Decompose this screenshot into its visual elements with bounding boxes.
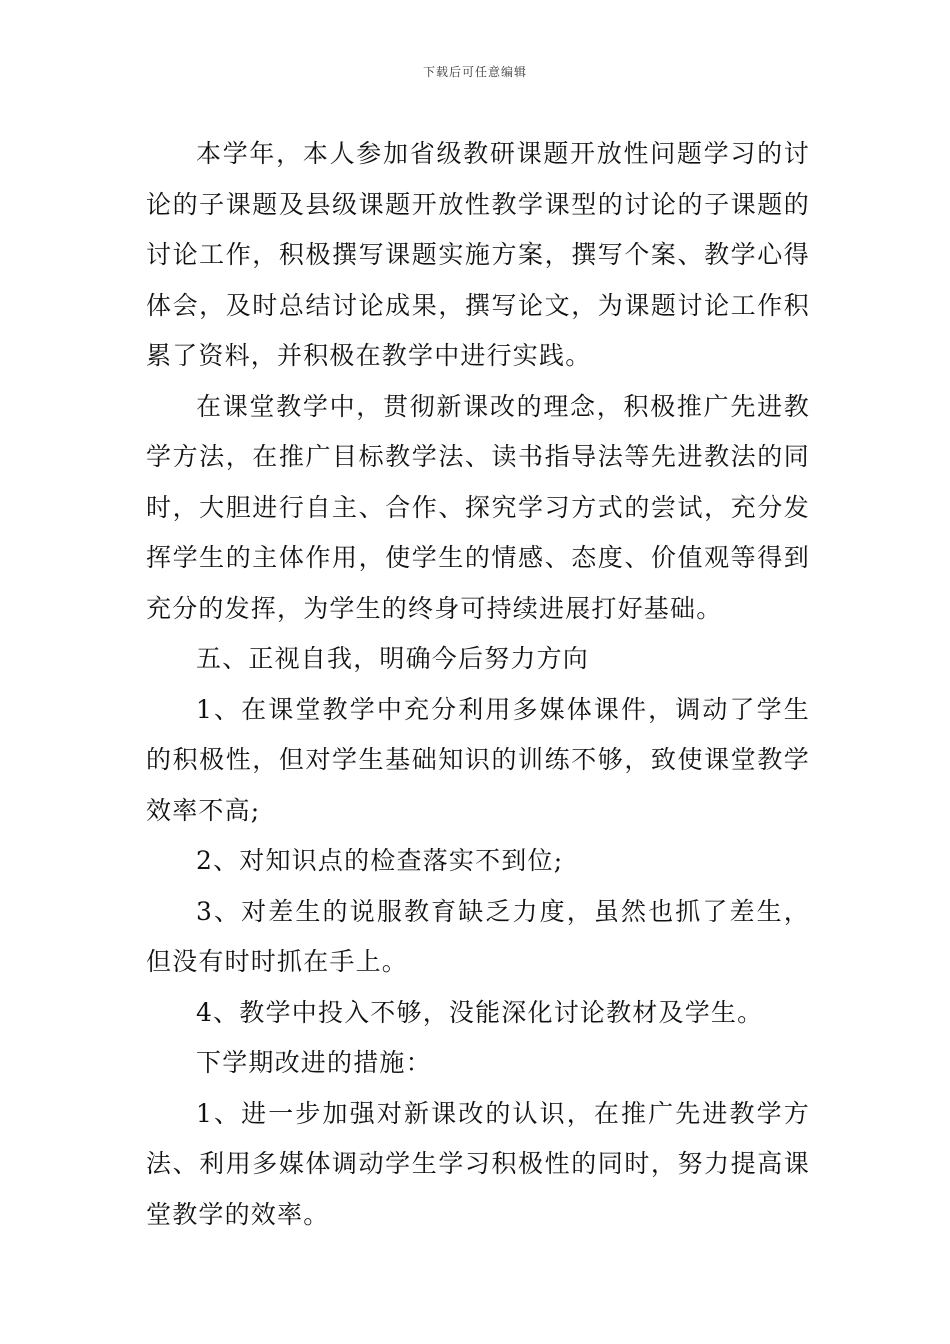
paragraph-research-work: 本学年，本人参加省级教研课题开放性问题学习的讨论的子课题及县级课题开放性教学课型的讨论的子课题的讨论工作，积极撰写课题实施方案，撰写个案、教学心得体会，及时总结讨论成果，撰写论文，为课题讨论工作积累了资料，并积极在教学中进行实践。 xyxy=(146,139,810,370)
paragraph-classroom-teaching: 在课堂教学中，贯彻新课改的理念，积极推广先进教学方法，在推广目标教学法、读书指导法等先进教法的同时，大胆进行自主、合作、探究学习方式的尝试，充分发挥学生的主体作用，使学生的情感、态度、价值观等得到充分的发挥，为学生的终身可持续进展打好基础。 xyxy=(146,391,810,623)
section-heading-self-review: 五、正视自我，明确今后努力方向 xyxy=(196,644,590,673)
page-header-note: 下载后可任意编辑 xyxy=(422,65,527,79)
list-item-shortcoming-2: 2、对知识点的检查落实不到位; xyxy=(196,846,564,875)
list-item-shortcoming-1: 1、在课堂教学中充分利用多媒体课件，调动了学生的积极性，但对学生基础知识的训练不够，致使课堂教学效率不高; xyxy=(146,694,810,825)
subheading-improvement-measures: 下学期改进的措施： xyxy=(196,1048,432,1077)
list-item-shortcoming-3: 3、对差生的说服教育缺乏力度，虽然也抓了差生，但没有时时抓在手上。 xyxy=(146,896,810,976)
list-item-measure-1: 1、进一步加强对新课改的认识，在推广先进教学方法、利用多媒体调动学生学习积极性的同时，努力提高课堂教学的效率。 xyxy=(146,1098,810,1229)
list-item-shortcoming-4: 4、教学中投入不够，没能深化讨论教材及学生。 xyxy=(196,997,764,1027)
document-body xyxy=(146,129,810,1240)
